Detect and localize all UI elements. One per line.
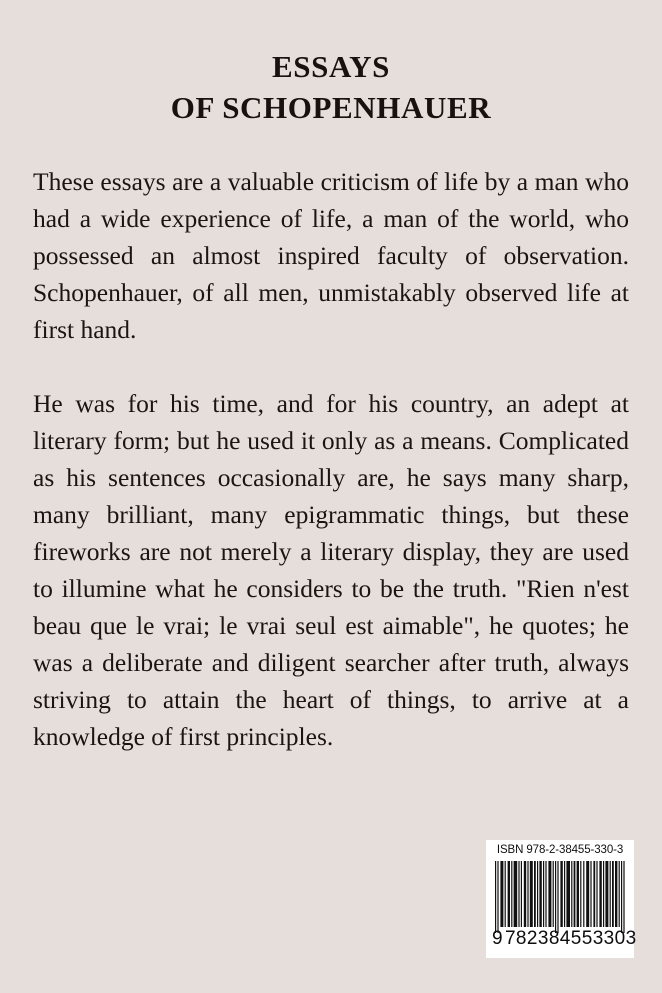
isbn-label: ISBN 978-2-38455-330-3 [496, 844, 624, 856]
barcode-digits-right: 553303 [570, 928, 637, 949]
page-title [0, 46, 662, 128]
barcode-digits-left: 782384 [504, 928, 571, 949]
blurb-text [33, 163, 629, 755]
title-line-2: OF SCHOPENHAUER [170, 90, 492, 125]
blurb-paragraph-1: These essays are a valuable criticism of life by a man who had a wide experience of life, a man of the world, who possessed an almost inspired faculty of observation. Schopenhauer, of all men, unmistakably observed life at first hand. [33, 167, 629, 344]
barcode-digit-lead: 9 [492, 928, 503, 949]
title-line-1: ESSAYS [272, 49, 390, 84]
barcode-block [486, 840, 637, 958]
blurb-paragraph-2: He was for his time, and for his country, an adept at literary form; but he used it only as a means. Complicated as his sentences occasionally are, he says many sharp, many brilliant, many epigrammatic things, but these fireworks are not merely a literary display, they are used to illumine what he considers to be the truth. "Rien n'est beau que le vrai; le vrai seul est aimable", he quotes; he was a deliberate and diligent searcher after truth, always striving to attain the heart of things, to arrive at a knowledge of first principles. [33, 389, 629, 751]
barcode-digits [491, 928, 637, 950]
barcode-bars-icon [495, 861, 625, 933]
